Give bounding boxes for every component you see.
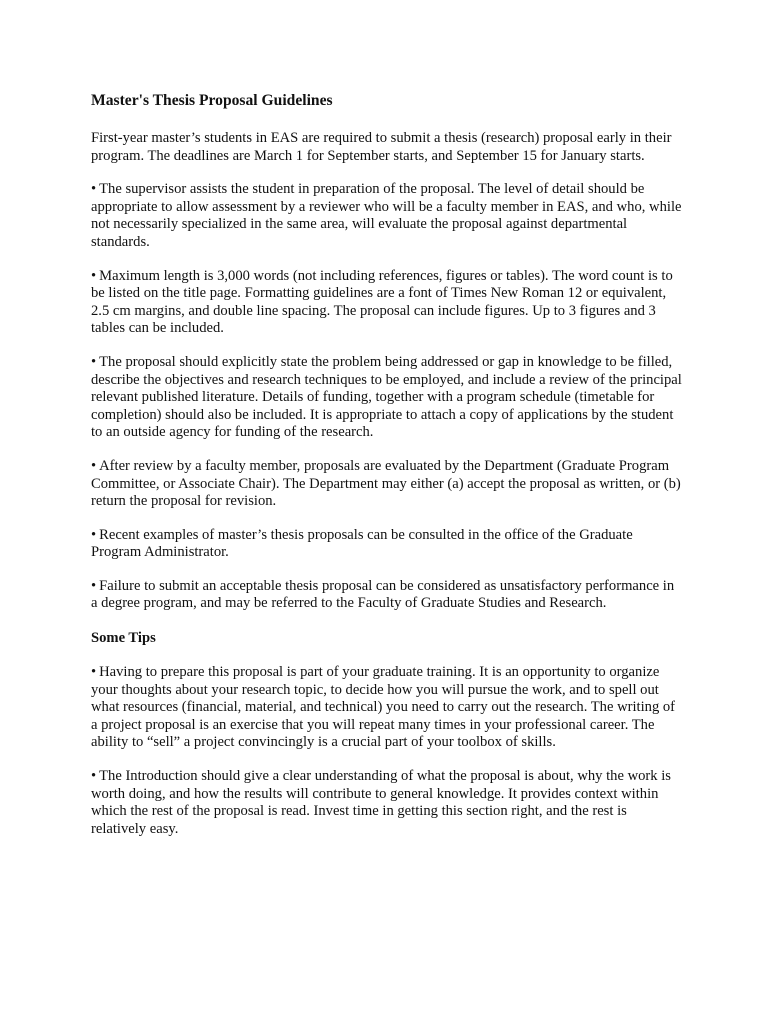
- document-body: [91, 92, 683, 854]
- tip-item: [91, 768, 683, 838]
- document-title: Master's Thesis Proposal Guidelines: [91, 92, 333, 109]
- bullet-marker: •: [91, 457, 97, 474]
- guideline-item: [91, 354, 683, 442]
- bullet-marker: •: [91, 526, 97, 543]
- guideline-text: Recent examples of master’s thesis proposals can be consulted in the office of the Graduate Program Administrator.: [91, 526, 633, 561]
- guideline-item: [91, 578, 683, 613]
- guideline-text: Maximum length is 3,000 words (not including references, figures or tables). The word count is to be listed on the title page. Formatting guidelines are a font of Times New Roman 12 or equivalent, 2.5 cm margins, and double line spacing. The proposal can include figures. Up to 3 figures and 3 tables can be included.: [91, 267, 673, 337]
- guideline-item: [91, 458, 683, 511]
- bullet-marker: •: [91, 577, 97, 594]
- guideline-item: [91, 181, 683, 251]
- guideline-text: After review by a faculty member, proposals are evaluated by the Department (Graduate Program Committee, or Associate Chair). The Department may either (a) accept the proposal as written, or (b) return the proposal for revision.: [91, 457, 681, 510]
- guideline-text: The proposal should explicitly state the problem being addressed or gap in knowledge to be filled, describe the objectives and research techniques to be employed, and include a review of the principal relevant published literature. Details of funding, together with a program schedule (timetable for completion) should also be included. It is appropriate to attach a copy of applications by the student to an outside agency for funding of the research.: [91, 353, 682, 441]
- bullet-marker: •: [91, 353, 97, 370]
- guideline-text: The supervisor assists the student in preparation of the proposal. The level of detail should be appropriate to allow assessment by a reviewer who will be a faculty member in EAS, and who, while not necessarily specialized in the same area, will evaluate the proposal against departmental standards.: [91, 181, 682, 250]
- guideline-text: Failure to submit an acceptable thesis proposal can be considered as unsatisfactory performance in a degree program, and may be referred to the Faculty of Graduate Studies and Research.: [91, 577, 675, 612]
- bullet-marker: •: [91, 664, 97, 681]
- tip-text: Having to prepare this proposal is part of your graduate training. It is an opportunity to organize your thoughts about your research topic, to decide how you will pursue the work, and to spell out what resources (financial, material, and technical) you need to carry out the research. The writing of a project proposal is an exercise that you will repeat many times in your professional career. The ability to “sell” a project convincingly is a crucial part of your toolbox of skills.: [91, 664, 676, 751]
- tip-text: The Introduction should give a clear understanding of what the proposal is about, why the work is worth doing, and how the results will contribute to general knowledge. It provides context within which the rest of the proposal is read. Invest time in getting this section right, and the rest is relatively easy.: [91, 768, 671, 837]
- tip-item: [91, 664, 683, 752]
- bullet-marker: •: [91, 267, 97, 284]
- guideline-item: [91, 527, 683, 562]
- guideline-item: [91, 268, 683, 338]
- bullet-marker: •: [91, 181, 97, 198]
- tips-heading: Some Tips: [91, 630, 156, 647]
- bullet-marker: •: [91, 768, 97, 785]
- intro-paragraph: First-year master’s students in EAS are required to submit a thesis (research) proposal early in their program. The deadlines are March 1 for September starts, and September 15 for January starts.: [91, 130, 672, 164]
